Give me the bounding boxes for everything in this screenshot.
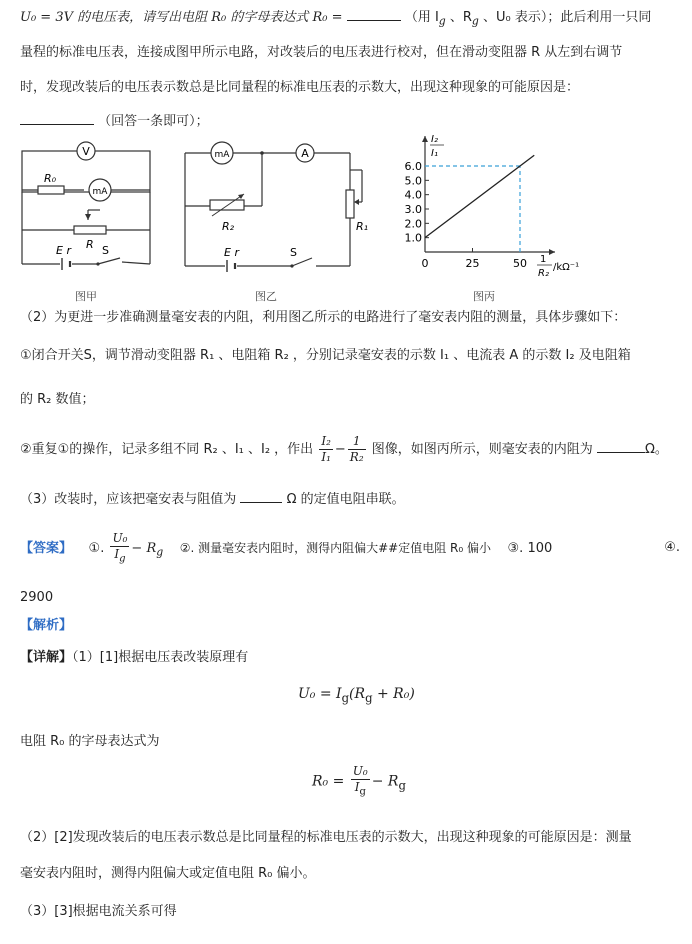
analysis-tag: 【解析】	[20, 618, 73, 633]
step2-text-a: ②重复①的操作，记录多组不同 R₂ 、I₁ 、I₂ ，作出	[20, 442, 314, 457]
milliammeter-label-yi: mA	[214, 150, 230, 160]
x-tick-label: 50	[513, 257, 527, 270]
equation-2-fraction: $\frac{\text{U₀}}{I_g}$	[352, 764, 368, 798]
resistance-box-r2	[210, 200, 244, 210]
y-tick-label: 2.0	[404, 217, 422, 231]
detail-line-3: （3）[3]根据电流关系可得	[20, 904, 177, 919]
caption-jia: 图甲	[75, 290, 97, 303]
q1-line-2: 量程的标准电压表，连接成图甲所示电路，对改装后的电压表进行校对，但在滑动变阻器 R 从左到右调节	[20, 45, 623, 60]
rheostat-r1	[346, 190, 354, 218]
fraction-1-r2: $\frac{1}{\text{R₂}}$	[349, 434, 364, 464]
r2-label: R₂	[222, 220, 235, 233]
y-label-den: I₁	[431, 148, 438, 159]
y-tick-label: 3.0	[404, 203, 422, 216]
answer-4-value: 2900	[20, 590, 54, 605]
q1-line-1: U₀ = 3V 的电压表，请写出电阻 R₀ 的字母表达式 R₀ = （用 $I_g$ 、$R_g$ 、U₀ 表示）；此后利用一只同	[20, 6, 651, 32]
figure-jia	[22, 142, 150, 303]
r-label: R	[86, 238, 94, 251]
answer-fraction: $\frac{\text{U₀}}{I_g}$	[112, 530, 128, 565]
q1-text-c: 、R	[449, 10, 472, 25]
answer-blank-4	[240, 488, 282, 503]
y-tick-label: 4.0	[404, 188, 422, 202]
detail-line-1: 【详解】（1）[1]根据电压表改装原理有	[20, 650, 249, 665]
x-axis-arrow	[549, 249, 555, 255]
source-label-jia: E r	[56, 244, 71, 257]
equation-2: R₀ = $\frac{\text{U₀}}{I_g}$ − $R_g$	[312, 764, 406, 798]
r1-label: R₁	[356, 220, 369, 233]
y-tick-label: 6.0	[404, 160, 422, 173]
answer-blank-2	[20, 110, 94, 125]
q1-text-d: 、U₀ 表示）；此后利用一只同	[483, 10, 652, 25]
resistor-r0	[38, 186, 64, 194]
rheostat-r	[74, 226, 106, 234]
q1-text-a: U₀ = 3V 的电压表，请写出电阻 R₀ 的字母表达式 R₀ =	[20, 10, 343, 25]
milliammeter-label: mA	[92, 187, 108, 197]
equation-1: $U_0 = I_g(R_g + R_0)$	[298, 686, 415, 705]
p2-line: （2）为更进一步准确测量毫安表的内阻，利用图乙所示的电路进行了毫安表内阻的测量，具体步骤如下：	[20, 310, 627, 325]
step2-line: ②重复①的操作，记录多组不同 R₂ 、I₁ 、I₂ ，作出 $\frac{\text{I₂}}{\text{I₁}}$ − $\frac{1}{\text{R₂}}$ 图像，如图丙所示，则毫安表的内阻为 Ω。	[20, 434, 668, 464]
q1-line-4-text: （回答一条即可）；	[98, 114, 209, 129]
y-axis-arrow	[422, 136, 428, 142]
expression-line: 电阻 R₀ 的字母表达式为	[20, 734, 160, 749]
p3-line	[20, 488, 405, 510]
step2-text-b: 图像，如图丙所示，则毫安表的内阻为	[371, 442, 593, 457]
y-tick-label: 5.0	[404, 174, 422, 188]
answer-blank-3	[597, 438, 645, 453]
source-label-yi: E r	[224, 246, 239, 259]
data-line	[425, 155, 534, 237]
voltmeter-label: V	[82, 145, 90, 158]
switch-label-yi: S	[290, 246, 297, 259]
figures	[0, 130, 692, 308]
caption-bing: 图丙	[473, 290, 495, 303]
answer-tag: 【答案】	[20, 541, 73, 556]
p3-text-b: Ω 的定值电阻串联。	[286, 492, 405, 507]
figure-yi	[210, 142, 368, 303]
answer-blank-1	[347, 6, 401, 21]
y-label-num: I₂	[431, 134, 438, 145]
switch-label-jia: S	[102, 244, 109, 257]
ammeter-label: A	[301, 147, 309, 160]
fraction-i2-i1: $\frac{\text{I₂}}{\text{I₁}}$	[321, 434, 331, 464]
p3-text-a: （3）改装时，应该把毫安表与阻值为	[20, 492, 237, 507]
x-label-num: 1	[540, 254, 547, 265]
detail-line-2b: 毫安表内阻时，测得内阻偏大或定值电阻 R₀ 偏小。	[20, 866, 316, 881]
q1-line-4	[20, 110, 209, 132]
x-label-den: R₂	[538, 268, 549, 279]
q1-line-3: 时，发现改装后的电压表示数总是比同量程的标准电压表的示数大，出现这种现象的可能原因是：	[20, 80, 580, 95]
q1-text-b: （用 I	[404, 10, 439, 25]
r0-label: R₀	[44, 172, 57, 185]
x-tick-label: 0	[421, 257, 429, 270]
x-label-unit: /kΩ⁻¹	[553, 262, 580, 273]
detail-tag: 【详解】	[20, 650, 73, 665]
figure-bing-graph	[405, 134, 580, 303]
y-tick-label: 1.0	[404, 231, 422, 245]
caption-yi: 图乙	[255, 290, 277, 303]
step1-line-b: 的 R₂ 数值；	[20, 392, 95, 407]
step1-line-a: ①闭合开关S，调节滑动变阻器 R₁ 、电阻箱 R₂ ，分别记录毫安表的示数 I₁ 、电流表 A 的示数 I₂ 及电阻箱	[20, 348, 631, 363]
detail-line-2a: （2）[2]发现改装后的电压表示数总是比同量程的标准电压表的示数大，出现这种现象的可能原因是：测量	[20, 830, 632, 845]
answer-line: 【答案】 ①. $\frac{\text{U₀}}{I_g}$ − $R_g$ ②. 测量毫安表内阻时，测得内阻偏大##定值电阻 R₀ 偏小 ③. 100 ④.	[20, 530, 680, 565]
x-tick-label: 25	[465, 257, 480, 270]
